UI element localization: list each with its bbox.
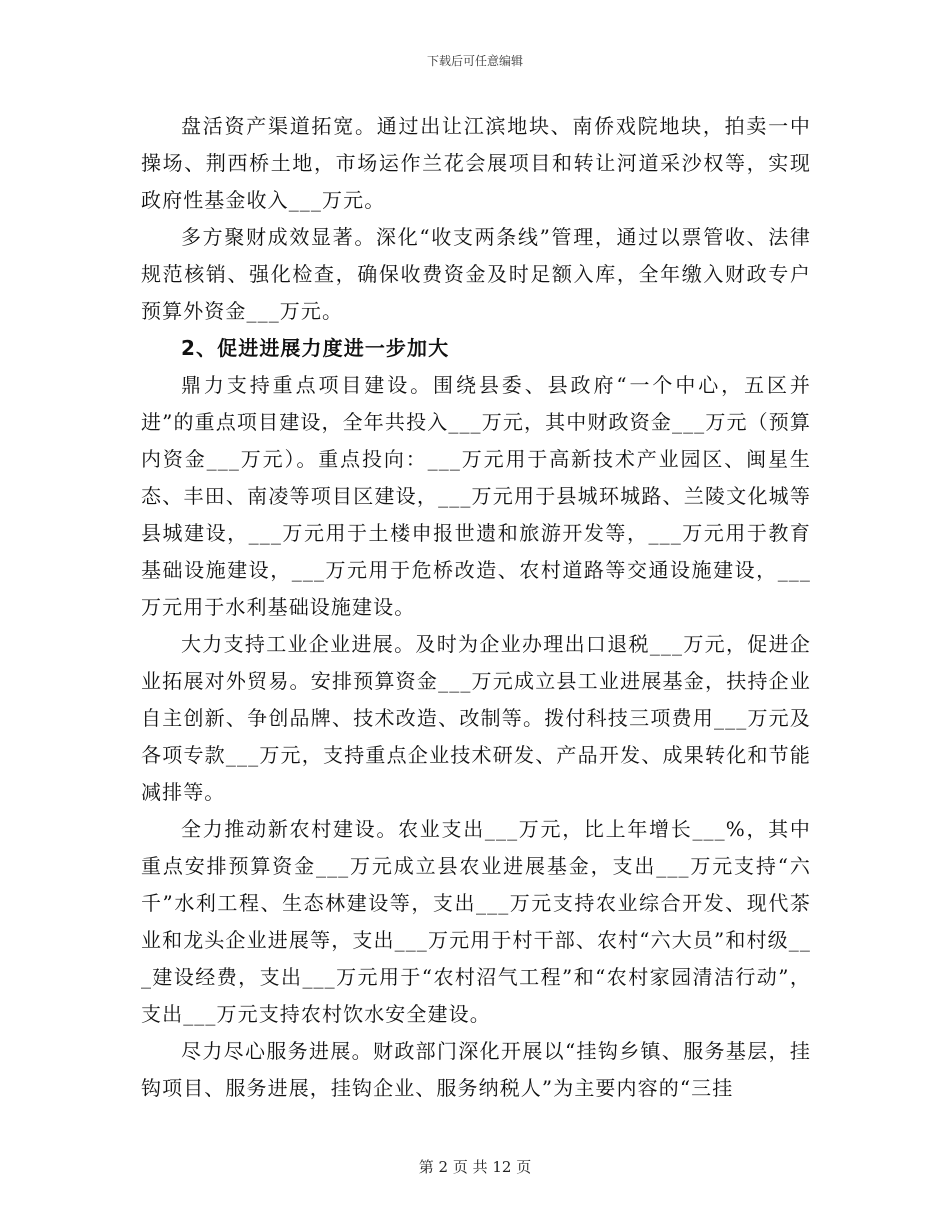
section-heading: 2、促进进展力度进一步加大 [181,336,450,360]
paragraph-rural-construction: 全力推动新农村建设。农业支出___万元，比上年增长___%，其中重点安排预算资金___万元成立县农业进展基金，支出___万元支持“六千”水利工程、生态林建设等，支出___万元支持农业综合开发、现代茶业和龙头企业进展等，支出___万元用于村干部、农村“六大员”和村级___建设经费，支出___万元用于“农村沼气工程”和“农村家园清洁行动”，支出___万元支持农村饮水安全建设。 [141,817,811,1026]
paragraph-fundraising: 多方聚财成效显著。深化“收支两条线”管理，通过以票管收、法律规范核销、强化检查，确保收费资金及时足额入库，全年缴入财政专户预算外资金___万元。 [141,225,811,323]
paragraph-key-projects: 鼎力支持重点项目建设。围绕县委、县政府“一个中心，五区并进”的重点项目建设，全年共投入___万元，其中财政资金___万元（预算内资金___万元）。重点投向：___万元用于高新技术产业园区、闽星生态、丰田、南凌等项目区建设，___万元用于县城环城路、兰陵文化城等县城建设，___万元用于土楼申报世遗和旅游开发等，___万元用于教育基础设施建设，___万元用于危桥改造、农村道路等交通设施建设，___万元用于水利基础设施建设。 [141,373,811,619]
paragraph-service-development: 尽力尽心服务进展。财政部门深化开展以“挂钩乡镇、服务基层，挂钩项目、服务进展，挂钩企业、服务纳税人”为主要内容的“三挂 [141,1039,811,1100]
document-body [141,108,811,1107]
page-header: 下载后可任意编辑 [426,54,523,68]
page-number: 第 2 页 共 12 页 [418,1158,532,1176]
paragraph-asset-revitalization: 盘活资产渠道拓宽。通过出让江滨地块、南侨戏院地块，拍卖一中操场、荆西桥土地，市场运作兰花会展项目和转让河道采沙权等，实现政府性基金收入___万元。 [141,114,811,212]
paragraph-industrial-support: 大力支持工业企业进展。及时为企业办理出口退税___万元，促进企业拓展对外贸易。安排预算资金___万元成立县工业进展基金，扶持企业自主创新、争创品牌、技术改造、改制等。拨付科技三项费用___万元及各项专款___万元，支持重点企业技术研发、产品开发、成果转化和节能减排等。 [141,632,811,804]
